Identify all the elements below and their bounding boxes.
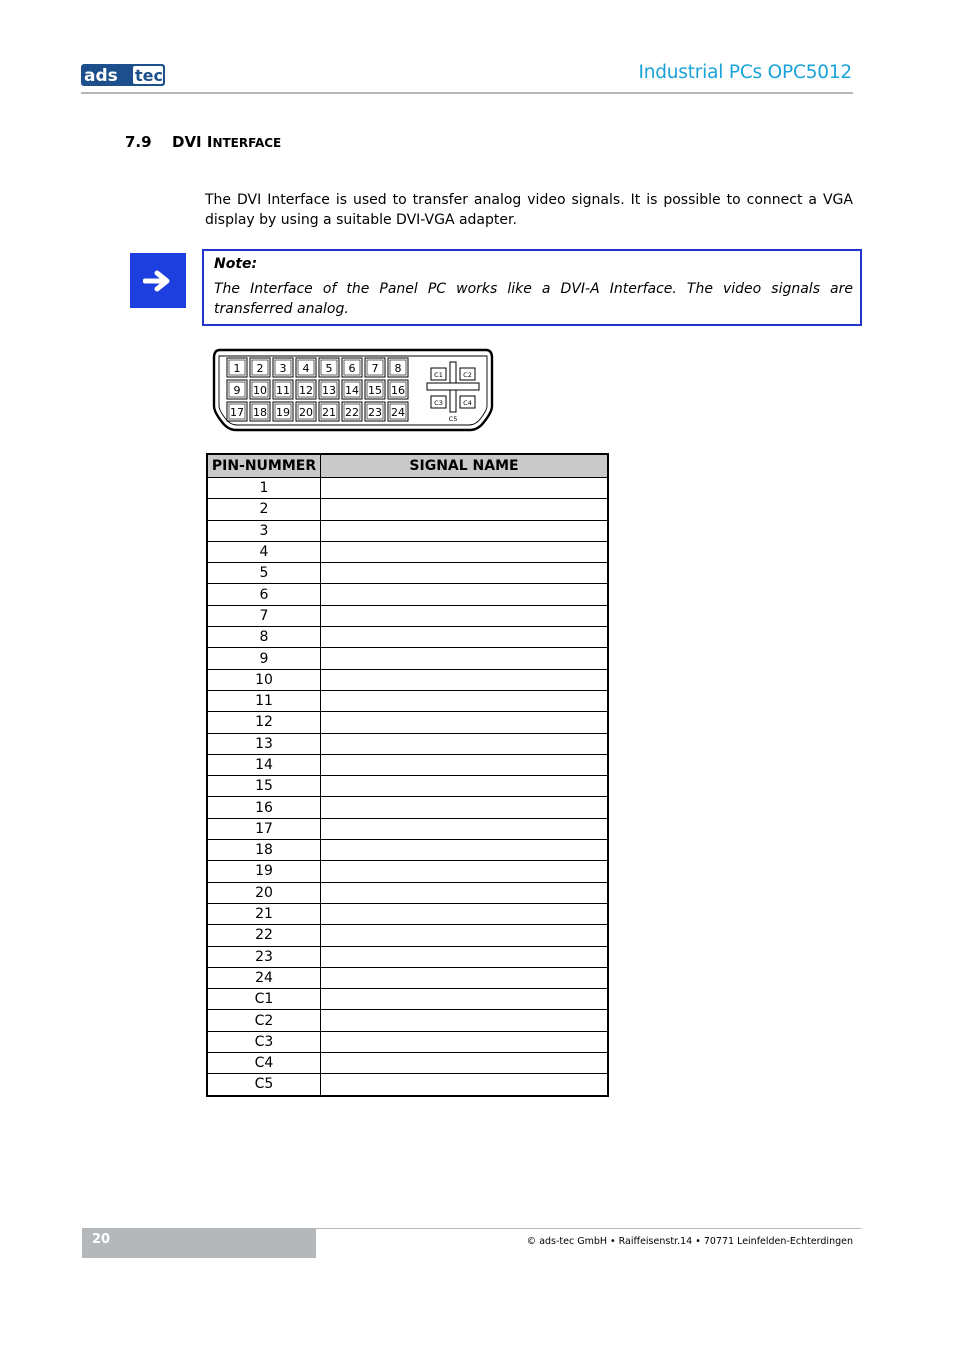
signal-name-cell: [321, 946, 609, 967]
signal-name-cell: [321, 776, 609, 797]
table-row: [207, 669, 608, 690]
signal-name-cell: [321, 584, 609, 605]
note-label: Note:: [214, 256, 258, 272]
signal-name-cell: [321, 1031, 609, 1052]
connector-pin: [227, 380, 247, 399]
table-row: [207, 478, 608, 499]
page-number-box: [82, 1228, 316, 1258]
table-row: [207, 946, 608, 967]
pin-number-cell: 22: [207, 925, 321, 946]
signal-name-cell: [321, 690, 609, 711]
pin-number-cell: 3: [207, 520, 321, 541]
connector-pin: [319, 358, 339, 377]
connector-pin: [296, 402, 316, 421]
connector-pin: [227, 358, 247, 377]
table-row: [207, 776, 608, 797]
connector-pin-label: 22: [345, 406, 359, 419]
table-row: [207, 1074, 608, 1096]
signal-name-cell: [321, 520, 609, 541]
pin-number-cell: 20: [207, 882, 321, 903]
signal-name-cell: [321, 882, 609, 903]
table-row: [207, 754, 608, 775]
section-number: 7.9: [125, 133, 152, 151]
connector-c-pin-label: C5: [448, 415, 458, 423]
pin-number-cell: 23: [207, 946, 321, 967]
note-text: The Interface of the Panel PC works like a DVI-A Interface. The video signals are transferred analog.: [214, 281, 853, 317]
signal-name-cell: [321, 967, 609, 988]
signal-name-cell: [321, 627, 609, 648]
connector-c-pin: [460, 396, 475, 408]
connector-pin: [273, 380, 293, 399]
connector-pin-label: 17: [230, 406, 244, 419]
connector-pin-label: 9: [233, 384, 241, 397]
connector-pin: [296, 358, 316, 377]
connector-pin-label: 12: [299, 384, 313, 397]
table-row: [207, 1031, 608, 1052]
table-row: [207, 967, 608, 988]
connector-pin-label: 21: [322, 406, 336, 419]
connector-pin: [319, 402, 339, 421]
connector-pin-label: 16: [391, 384, 405, 397]
pin-number-cell: 10: [207, 669, 321, 690]
table-row: [207, 882, 608, 903]
connector-pin: [250, 358, 270, 377]
pin-number-cell: 4: [207, 541, 321, 562]
pin-number-cell: 11: [207, 690, 321, 711]
connector-pin-label: 13: [322, 384, 336, 397]
signal-name-cell: [321, 1053, 609, 1074]
pin-number-cell: 19: [207, 861, 321, 882]
footer-copyright: © ads-tec GmbH • Raiffeisenstr.14 • 70771 Leinfelden-Echterdingen: [526, 1236, 853, 1247]
connector-pin: [273, 402, 293, 421]
table-row: [207, 989, 608, 1010]
connector-pin-label: 14: [345, 384, 359, 397]
connector-pin: [365, 358, 385, 377]
note-box: [202, 249, 862, 326]
table-row: [207, 712, 608, 733]
document-title: Industrial PCs OPC5012: [638, 62, 852, 83]
connector-pin-label: 6: [348, 362, 356, 375]
connector-pin: [388, 358, 408, 377]
table-row: [207, 648, 608, 669]
signal-name-cell: [321, 754, 609, 775]
table-row: [207, 499, 608, 520]
pin-table: [206, 453, 609, 1097]
logo-text-ads: ads: [84, 66, 118, 86]
signal-name-cell: [321, 648, 609, 669]
signal-name-cell: [321, 797, 609, 818]
connector-pin-label: 19: [276, 406, 290, 419]
pin-number-cell: C1: [207, 989, 321, 1010]
connector-c-pin-label: C1: [434, 371, 443, 379]
table-row: [207, 861, 608, 882]
pin-number-cell: 5: [207, 563, 321, 584]
header-pin-number: PIN-NUMMER: [207, 454, 321, 478]
connector-pin-label: 18: [253, 406, 267, 419]
table-row: [207, 690, 608, 711]
connector-c-pin-label: C2: [463, 371, 472, 379]
table-row: [207, 925, 608, 946]
signal-name-cell: [321, 541, 609, 562]
footer-divider: [316, 1228, 861, 1229]
connector-pin: [296, 380, 316, 399]
pin-number-cell: C2: [207, 1010, 321, 1031]
connector-pin-label: 11: [276, 384, 290, 397]
table-row: [207, 520, 608, 541]
pin-number-cell: 24: [207, 967, 321, 988]
signal-name-cell: [321, 818, 609, 839]
pin-number-cell: 18: [207, 840, 321, 861]
signal-name-cell: [321, 733, 609, 754]
connector-pin-label: 10: [253, 384, 267, 397]
pin-number-cell: 8: [207, 627, 321, 648]
table-row: [207, 1053, 608, 1074]
section-title-first: DVI I: [172, 133, 213, 151]
connector-pin: [342, 380, 362, 399]
page-number: 20: [92, 1232, 111, 1247]
signal-name-cell: [321, 1010, 609, 1031]
signal-name-cell: [321, 605, 609, 626]
connector-pin: [250, 402, 270, 421]
header-signal-name: SIGNAL NAME: [321, 454, 609, 478]
connector-pin-label: 8: [394, 362, 402, 375]
table-row: [207, 840, 608, 861]
dvi-connector-diagram: [210, 348, 496, 432]
connector-pin-label: 23: [368, 406, 382, 419]
section-heading: [125, 133, 281, 151]
pin-number-cell: C5: [207, 1074, 321, 1096]
table-header-row: [207, 454, 608, 478]
pin-number-cell: 13: [207, 733, 321, 754]
connector-pin-label: 3: [279, 362, 287, 375]
connector-c-pin: [431, 396, 446, 408]
signal-name-cell: [321, 861, 609, 882]
connector-pin: [365, 402, 385, 421]
signal-name-cell: [321, 499, 609, 520]
connector-pin: [319, 380, 339, 399]
intro-paragraph: The DVI Interface is used to transfer analog video signals. It is possible to connect a VGA display by using a suitable DVI-VGA adapter.: [205, 192, 853, 228]
connector-pin-label: 7: [371, 362, 379, 375]
table-row: [207, 797, 608, 818]
connector-pin: [342, 358, 362, 377]
connector-c-pin: [460, 368, 475, 380]
signal-name-cell: [321, 563, 609, 584]
connector-pin-label: 2: [256, 362, 264, 375]
signal-name-cell: [321, 712, 609, 733]
pin-number-cell: 21: [207, 903, 321, 924]
pin-number-cell: 1: [207, 478, 321, 499]
signal-name-cell: [321, 478, 609, 499]
signal-name-cell: [321, 925, 609, 946]
connector-pin-label: 4: [302, 362, 310, 375]
section-title-rest: NTERFACE: [212, 136, 282, 150]
connector-pin: [342, 402, 362, 421]
connector-pin-label: 15: [368, 384, 382, 397]
connector-pin-label: 24: [391, 406, 405, 419]
connector-pin: [227, 402, 247, 421]
signal-name-cell: [321, 840, 609, 861]
pin-number-cell: 16: [207, 797, 321, 818]
pin-number-cell: 12: [207, 712, 321, 733]
pin-number-cell: 14: [207, 754, 321, 775]
signal-name-cell: [321, 989, 609, 1010]
connector-pin-label: 1: [233, 362, 241, 375]
connector-pin: [388, 380, 408, 399]
pin-number-cell: 9: [207, 648, 321, 669]
pin-number-cell: 15: [207, 776, 321, 797]
pin-number-cell: 2: [207, 499, 321, 520]
table-row: [207, 627, 608, 648]
connector-c-pin-label: C4: [463, 399, 472, 407]
connector-pin-label: 5: [325, 362, 333, 375]
table-row: [207, 605, 608, 626]
table-row: [207, 733, 608, 754]
table-row: [207, 563, 608, 584]
connector-pin-label: 20: [299, 406, 313, 419]
signal-name-cell: [321, 669, 609, 690]
pin-number-cell: C3: [207, 1031, 321, 1052]
pin-number-cell: 6: [207, 584, 321, 605]
logo-text-tec: tec: [135, 66, 163, 85]
pin-number-cell: 7: [207, 605, 321, 626]
table-row: [207, 1010, 608, 1031]
pin-number-cell: 17: [207, 818, 321, 839]
connector-c-pin-label: C3: [434, 399, 443, 407]
pin-number-cell: C4: [207, 1053, 321, 1074]
connector-pin: [388, 402, 408, 421]
note-arrow-icon: [130, 253, 186, 308]
signal-name-cell: [321, 903, 609, 924]
header-divider: [81, 92, 853, 94]
table-row: [207, 541, 608, 562]
signal-name-cell: [321, 1074, 609, 1096]
connector-c-pin: [431, 368, 446, 380]
connector-pin: [250, 380, 270, 399]
connector-c-pin: [449, 415, 458, 423]
table-row: [207, 584, 608, 605]
table-row: [207, 903, 608, 924]
connector-pin: [365, 380, 385, 399]
ads-tec-logo: [81, 62, 165, 88]
connector-pin: [273, 358, 293, 377]
table-row: [207, 818, 608, 839]
